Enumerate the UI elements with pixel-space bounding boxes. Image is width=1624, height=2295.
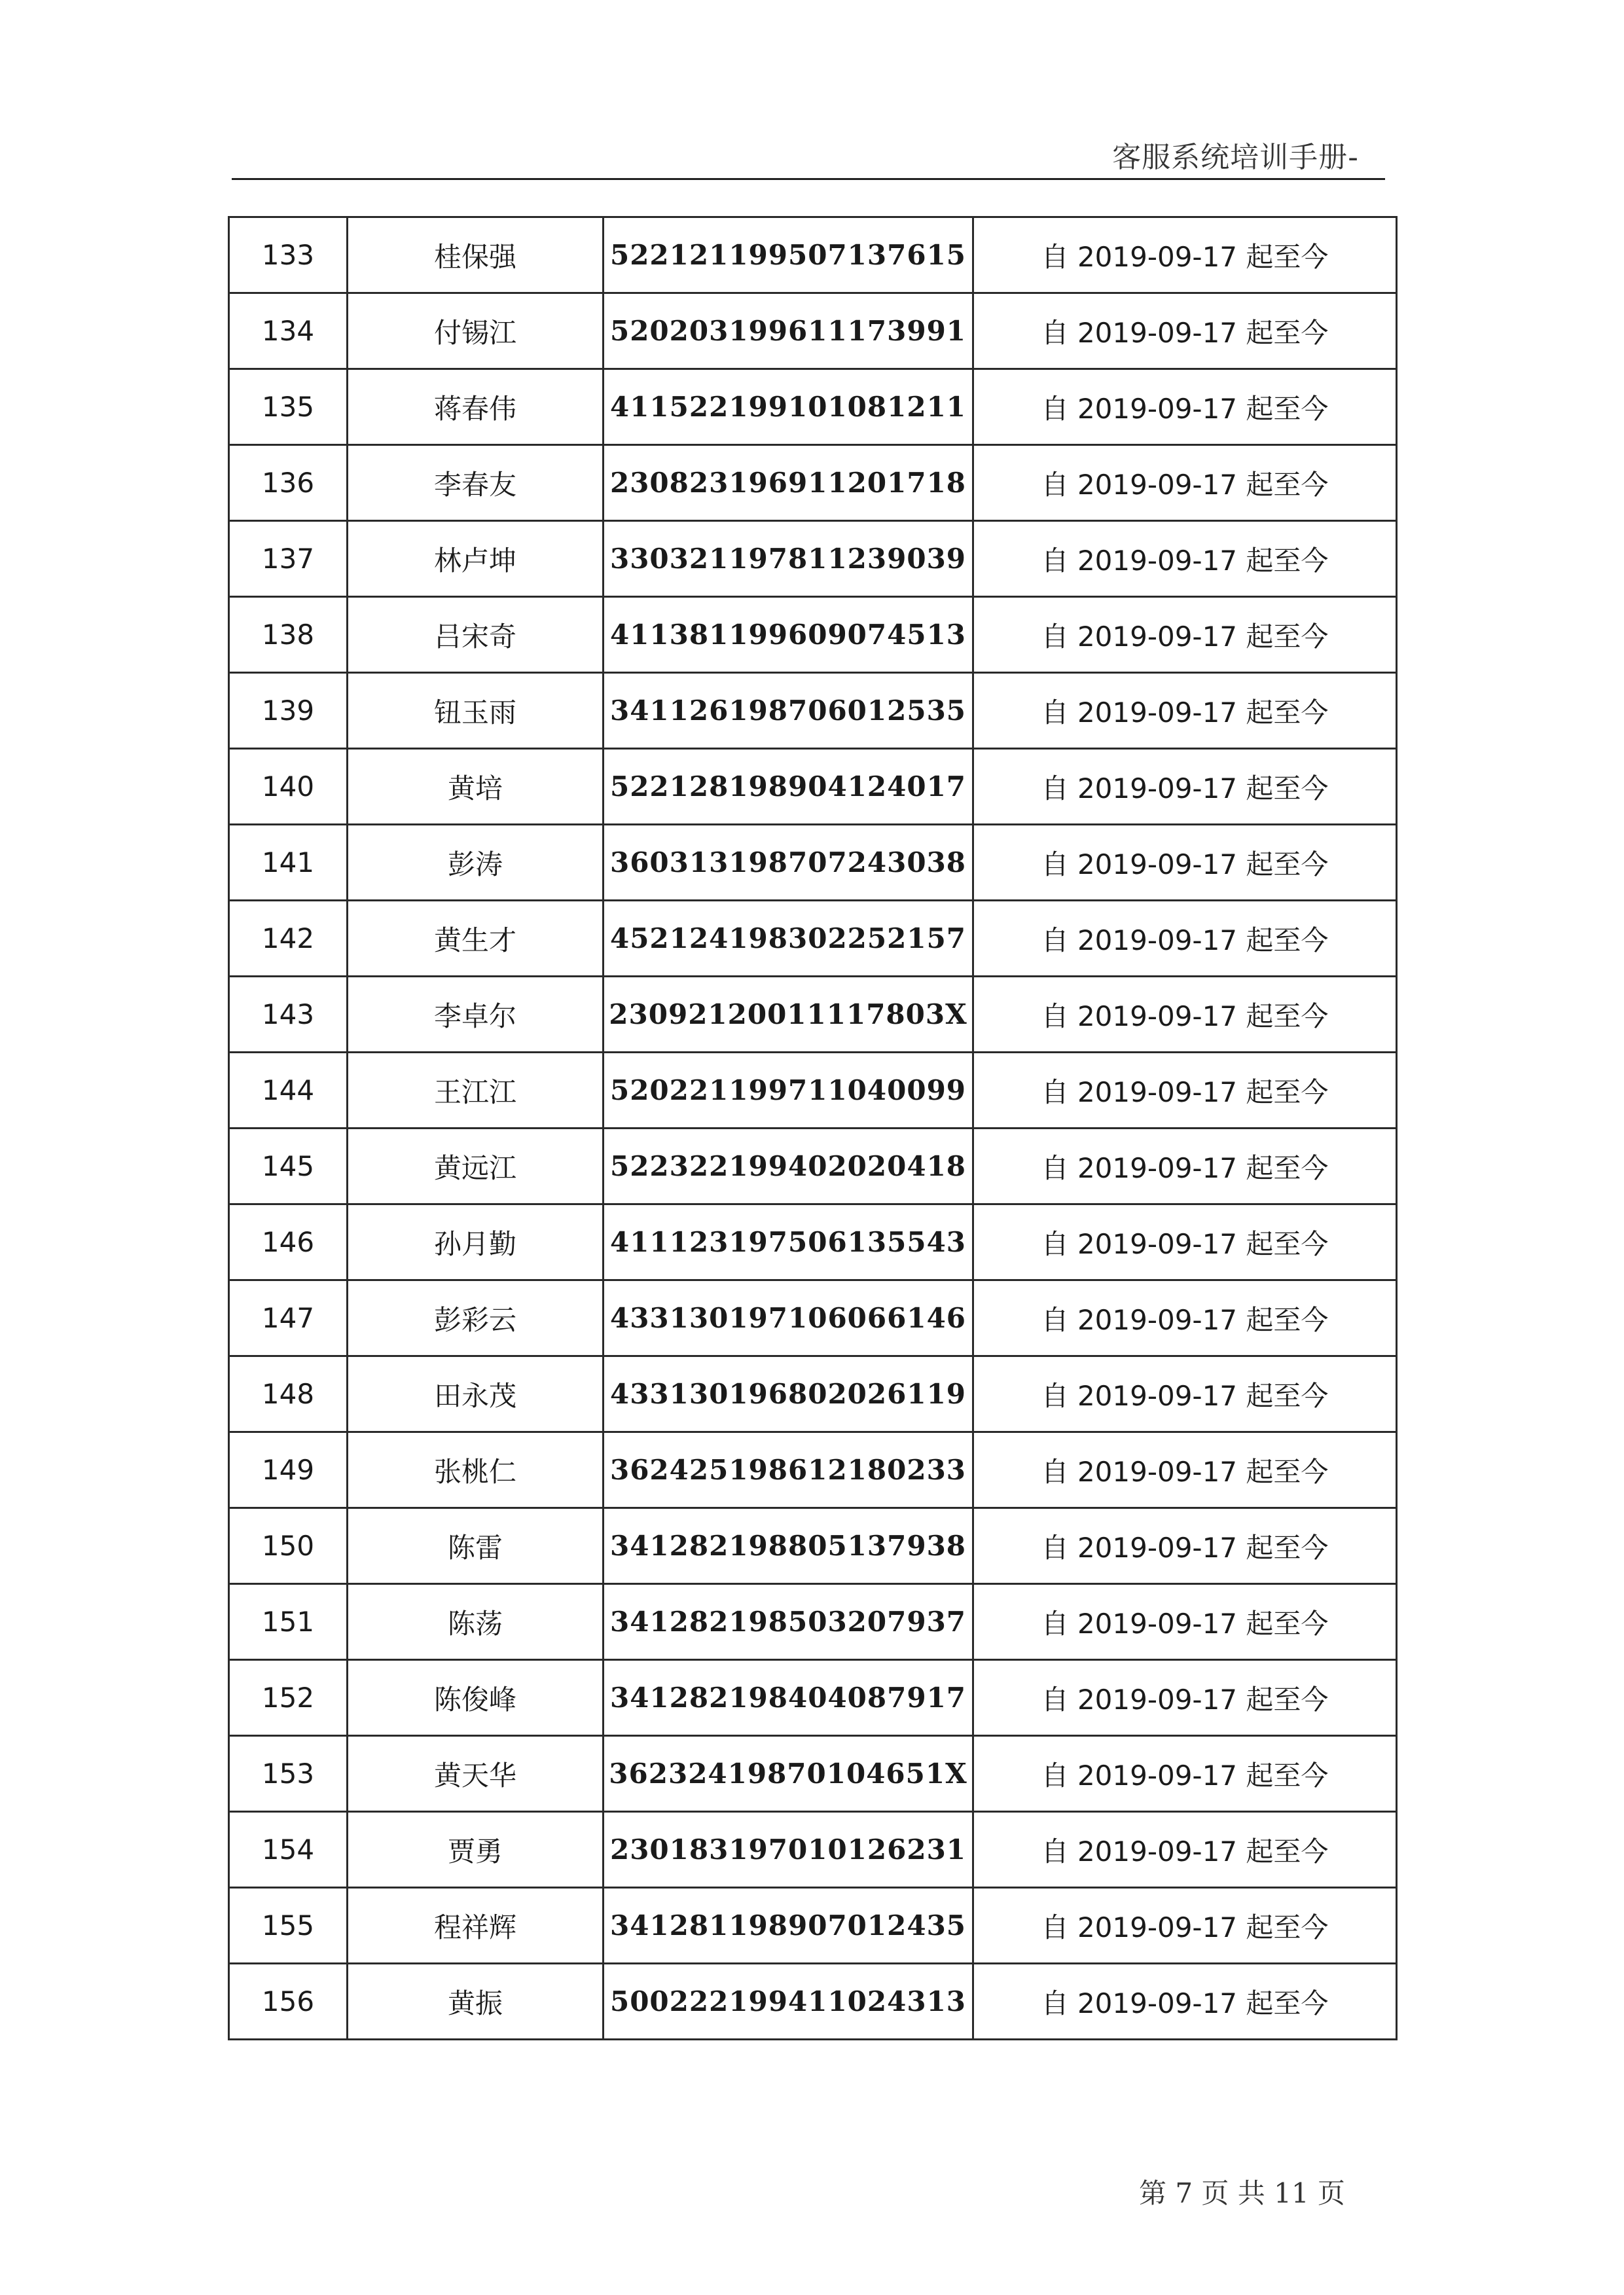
name-cell: 陈俊峰: [348, 1660, 604, 1736]
page-header: [232, 131, 1385, 180]
name-cell: 陈雷: [348, 1508, 604, 1584]
name-cell: 吕宋奇: [348, 597, 604, 673]
table-row: [229, 1129, 1397, 1204]
id-number-cell: 433130197106066146: [604, 1280, 973, 1356]
row-number-cell: 136: [229, 445, 348, 521]
staff-table: [228, 216, 1398, 2040]
id-number-cell: 522128198904124017: [604, 749, 973, 825]
row-number-cell: 143: [229, 977, 348, 1053]
name-cell: 陈荡: [348, 1584, 604, 1660]
id-number-cell: 452124198302252157: [604, 901, 973, 977]
row-number-cell: 140: [229, 749, 348, 825]
row-number-cell: 155: [229, 1888, 348, 1964]
period-cell: 自 2019-09-17 起至今: [973, 1129, 1397, 1204]
id-number-cell: 520203199611173991: [604, 293, 973, 369]
id-number-cell: 522322199402020418: [604, 1129, 973, 1204]
period-cell: 自 2019-09-17 起至今: [973, 1660, 1397, 1736]
period-cell: 自 2019-09-17 起至今: [973, 1053, 1397, 1129]
id-number-cell: 341282198805137938: [604, 1508, 973, 1584]
id-number-cell: 36232419870104651X: [604, 1736, 973, 1812]
period-cell: 自 2019-09-17 起至今: [973, 825, 1397, 901]
name-cell: 林卢坤: [348, 521, 604, 597]
row-number-cell: 153: [229, 1736, 348, 1812]
period-cell: 自 2019-09-17 起至今: [973, 977, 1397, 1053]
id-number-cell: 341282198404087917: [604, 1660, 973, 1736]
table-row: [229, 1508, 1397, 1584]
period-cell: 自 2019-09-17 起至今: [973, 293, 1397, 369]
header-title: 客服系统培训手册-: [1112, 141, 1359, 174]
name-cell: 王江江: [348, 1053, 604, 1129]
table-row: [229, 1053, 1397, 1129]
period-cell: 自 2019-09-17 起至今: [973, 901, 1397, 977]
id-number-cell: 500222199411024313: [604, 1964, 973, 2040]
table-row: [229, 597, 1397, 673]
table-row: [229, 445, 1397, 521]
row-number-cell: 134: [229, 293, 348, 369]
name-cell: 黄远江: [348, 1129, 604, 1204]
period-cell: 自 2019-09-17 起至今: [973, 1432, 1397, 1508]
row-number-cell: 148: [229, 1356, 348, 1432]
row-number-cell: 141: [229, 825, 348, 901]
name-cell: 钮玉雨: [348, 673, 604, 749]
period-cell: 自 2019-09-17 起至今: [973, 445, 1397, 521]
table-row: [229, 977, 1397, 1053]
name-cell: 黄天华: [348, 1736, 604, 1812]
period-cell: 自 2019-09-17 起至今: [973, 1584, 1397, 1660]
row-number-cell: 151: [229, 1584, 348, 1660]
period-cell: 自 2019-09-17 起至今: [973, 597, 1397, 673]
row-number-cell: 146: [229, 1204, 348, 1280]
id-number-cell: 411381199609074513: [604, 597, 973, 673]
id-number-cell: 411123197506135543: [604, 1204, 973, 1280]
table-row: [229, 521, 1397, 597]
row-number-cell: 133: [229, 217, 348, 293]
table-row: [229, 825, 1397, 901]
table-row: [229, 1812, 1397, 1888]
table-row: [229, 749, 1397, 825]
name-cell: 彭彩云: [348, 1280, 604, 1356]
period-cell: 自 2019-09-17 起至今: [973, 521, 1397, 597]
table-row: [229, 1280, 1397, 1356]
id-number-cell: 23092120011117803X: [604, 977, 973, 1053]
row-number-cell: 137: [229, 521, 348, 597]
period-cell: 自 2019-09-17 起至今: [973, 1356, 1397, 1432]
table-row: [229, 1888, 1397, 1964]
period-cell: 自 2019-09-17 起至今: [973, 1508, 1397, 1584]
name-cell: 田永茂: [348, 1356, 604, 1432]
period-cell: 自 2019-09-17 起至今: [973, 369, 1397, 445]
period-cell: 自 2019-09-17 起至今: [973, 217, 1397, 293]
period-cell: 自 2019-09-17 起至今: [973, 1736, 1397, 1812]
id-number-cell: 360313198707243038: [604, 825, 973, 901]
period-cell: 自 2019-09-17 起至今: [973, 749, 1397, 825]
id-number-cell: 341282198503207937: [604, 1584, 973, 1660]
table-row: [229, 1204, 1397, 1280]
period-cell: 自 2019-09-17 起至今: [973, 1204, 1397, 1280]
row-number-cell: 138: [229, 597, 348, 673]
id-number-cell: 362425198612180233: [604, 1432, 973, 1508]
name-cell: 张桃仁: [348, 1432, 604, 1508]
row-number-cell: 135: [229, 369, 348, 445]
table-row: [229, 1660, 1397, 1736]
id-number-cell: 520221199711040099: [604, 1053, 973, 1129]
table-row: [229, 673, 1397, 749]
period-cell: 自 2019-09-17 起至今: [973, 1280, 1397, 1356]
period-cell: 自 2019-09-17 起至今: [973, 1812, 1397, 1888]
period-cell: 自 2019-09-17 起至今: [973, 1964, 1397, 2040]
table-row: [229, 901, 1397, 977]
table-row: [229, 293, 1397, 369]
period-cell: 自 2019-09-17 起至今: [973, 1888, 1397, 1964]
table-row: [229, 1432, 1397, 1508]
period-cell: 自 2019-09-17 起至今: [973, 673, 1397, 749]
name-cell: 彭涛: [348, 825, 604, 901]
name-cell: 李春友: [348, 445, 604, 521]
row-number-cell: 149: [229, 1432, 348, 1508]
page-number: 第 7 页 共 11 页: [1139, 2177, 1345, 2209]
row-number-cell: 150: [229, 1508, 348, 1584]
id-number-cell: 522121199507137615: [604, 217, 973, 293]
row-number-cell: 145: [229, 1129, 348, 1204]
name-cell: 黄振: [348, 1964, 604, 2040]
name-cell: 黄培: [348, 749, 604, 825]
id-number-cell: 230183197010126231: [604, 1812, 973, 1888]
table-row: [229, 217, 1397, 293]
name-cell: 付锡江: [348, 293, 604, 369]
table-row: [229, 1584, 1397, 1660]
row-number-cell: 156: [229, 1964, 348, 2040]
table-body: [229, 217, 1397, 2040]
name-cell: 蒋春伟: [348, 369, 604, 445]
name-cell: 程祥辉: [348, 1888, 604, 1964]
name-cell: 孙月勤: [348, 1204, 604, 1280]
table-row: [229, 1356, 1397, 1432]
row-number-cell: 147: [229, 1280, 348, 1356]
id-number-cell: 330321197811239039: [604, 521, 973, 597]
row-number-cell: 142: [229, 901, 348, 977]
id-number-cell: 230823196911201718: [604, 445, 973, 521]
name-cell: 李卓尔: [348, 977, 604, 1053]
row-number-cell: 154: [229, 1812, 348, 1888]
id-number-cell: 341126198706012535: [604, 673, 973, 749]
row-number-cell: 139: [229, 673, 348, 749]
table-row: [229, 369, 1397, 445]
name-cell: 黄生才: [348, 901, 604, 977]
row-number-cell: 152: [229, 1660, 348, 1736]
row-number-cell: 144: [229, 1053, 348, 1129]
name-cell: 桂保强: [348, 217, 604, 293]
table-row: [229, 1964, 1397, 2040]
name-cell: 贾勇: [348, 1812, 604, 1888]
id-number-cell: 411522199101081211: [604, 369, 973, 445]
table-row: [229, 1736, 1397, 1812]
id-number-cell: 341281198907012435: [604, 1888, 973, 1964]
id-number-cell: 433130196802026119: [604, 1356, 973, 1432]
